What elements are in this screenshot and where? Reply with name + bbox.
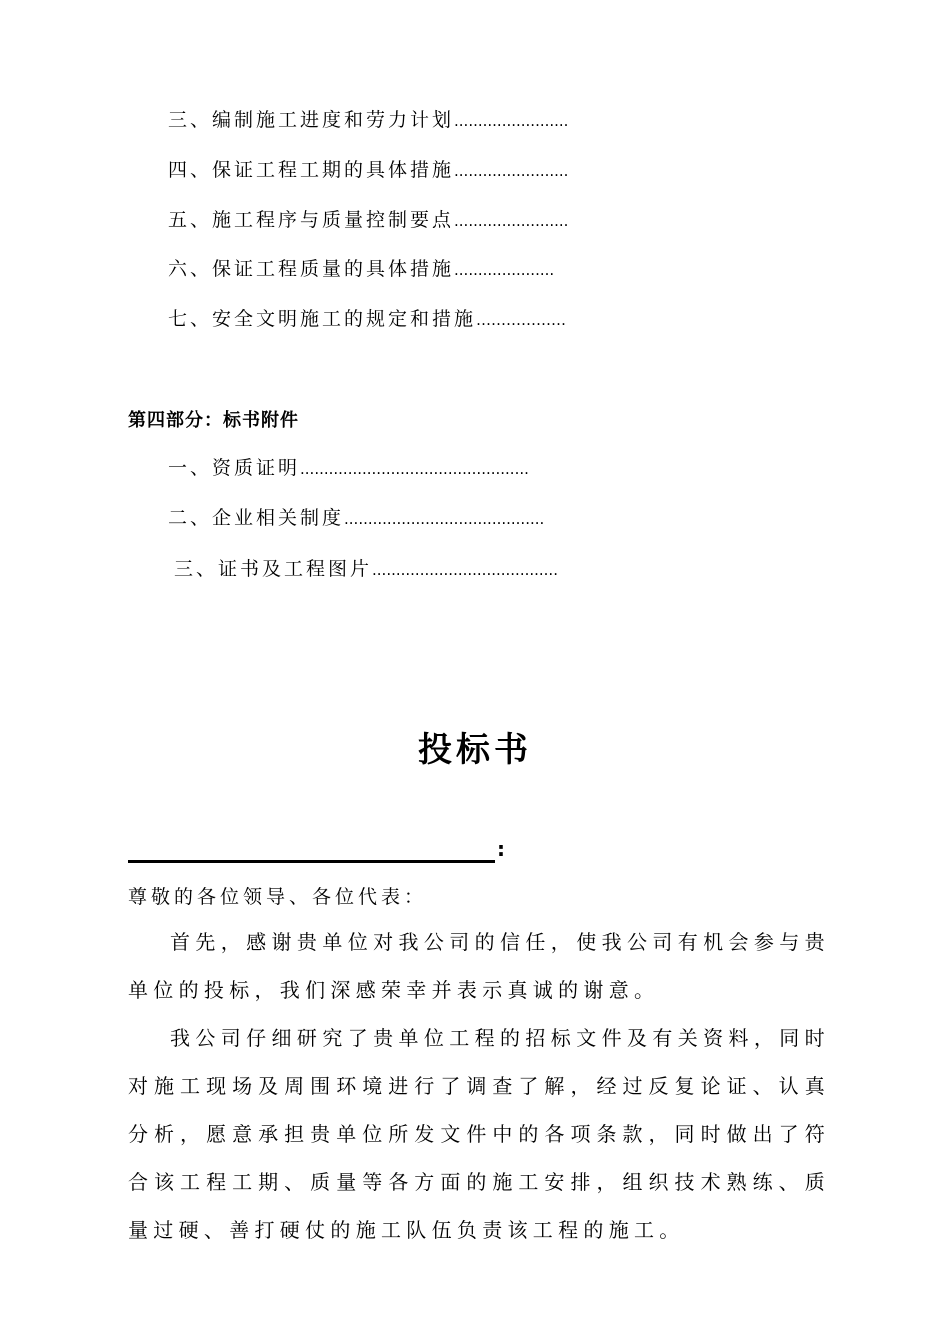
part4-heading: 第四部分：标书附件 <box>128 410 299 431</box>
toc-entry <box>168 108 568 133</box>
toc-entry <box>168 456 529 481</box>
toc-entry <box>168 208 568 233</box>
salutation: 尊敬的各位领导、各位代表： <box>128 886 428 908</box>
addressee-blank-line <box>128 860 495 863</box>
toc-leader-dots: ................................................ <box>300 460 529 478</box>
toc-entry <box>168 307 566 332</box>
toc-entry <box>168 257 554 282</box>
toc-leader-dots: ……………… <box>476 311 567 329</box>
toc-entry-label: 三、编制施工进度和劳力计划 <box>168 109 455 131</box>
toc-leader-dots: ........................ <box>454 112 569 130</box>
toc-leader-dots: ........................ <box>454 162 569 180</box>
body-paragraph: 我公司仔细研究了贵单位工程的招标文件及有关资料，同时对施工现场及周围环境进行了调查了解，经过反复论证、认真分析，愿意承担贵单位所发文件中的各项条款，同时做出了符合该工程工期、质量等各方面的施工安排，组织技术熟练、质量过硬、善打硬仗的施工队伍负责该工程的施工。 <box>128 1026 830 1242</box>
toc-entry-label: 二、企业相关制度 <box>168 507 345 529</box>
toc-entry-label: 四、保证工程工期的具体措施 <box>168 159 455 181</box>
toc-entry <box>168 158 568 183</box>
toc-leader-dots: ....................................... <box>372 561 558 579</box>
toc-entry <box>174 557 558 582</box>
toc-entry-label: 一、资质证明 <box>168 457 301 479</box>
toc-leader-dots: ........................ <box>454 212 569 230</box>
letter-title: 投标书 <box>418 730 532 770</box>
toc-leader-dots: ..................... <box>454 261 555 279</box>
toc-entry-label: 七、安全文明施工的规定和措施 <box>168 308 477 330</box>
body-paragraph: 首先，感谢贵单位对我公司的信任，使我公司有机会参与贵单位的投标，我们深感荣幸并表示真诚的谢意。 <box>128 930 830 1002</box>
toc-entry-label: 五、施工程序与质量控制要点 <box>168 209 455 231</box>
toc-entry-label: 六、保证工程质量的具体措施 <box>168 258 455 280</box>
addressee-colon: : <box>497 837 505 861</box>
toc-leader-dots: .......................................... <box>344 510 545 528</box>
toc-entry-label: 三、证书及工程图片 <box>174 558 373 580</box>
toc-entry <box>168 506 544 531</box>
